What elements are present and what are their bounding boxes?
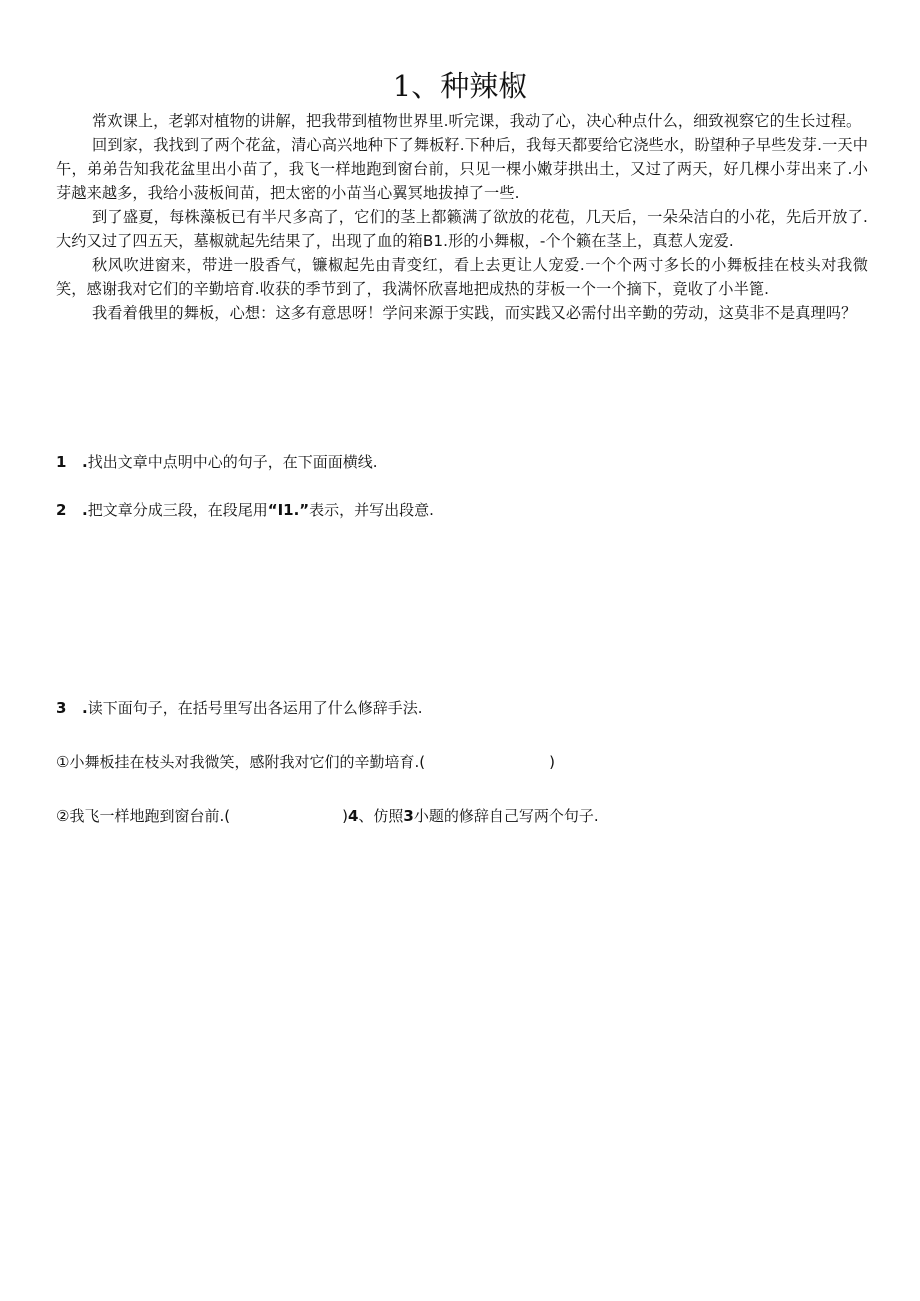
question-number: 3 bbox=[56, 699, 67, 717]
question-number: 1 bbox=[56, 453, 67, 471]
article-paragraph: 到了盛夏，每株藻板已有半尺多高了，它们的茎上都籁满了欲放的花苞，几天后，一朵朵洁白的小花，先后开放了.大约又过了四五天，墓椒就起先结果了，出现了血的箱B1.形的小舞椒，-个个籁在茎上，真惹人宠爱. bbox=[56, 208, 868, 250]
question-dot: . bbox=[82, 699, 88, 717]
question-dot: . bbox=[82, 501, 88, 519]
sentence-text: ①小舞板挂在枝头对我微笑，感附我对它们的辛勤培育.( bbox=[56, 753, 426, 771]
sentence-2 bbox=[56, 804, 876, 828]
paragraph-mark: “I1.” bbox=[267, 501, 310, 519]
article-paragraph: 我看着俄里的舞板，心想：这多有意思呀！学问来源于实践，而实践又必需付出辛勤的劳动，这莫非不是真理吗？ bbox=[92, 304, 857, 322]
question-2 bbox=[56, 498, 876, 522]
question-number: 2 bbox=[56, 501, 67, 519]
question-4-ref: 3 bbox=[403, 807, 414, 825]
article-paragraph: 常欢课上，老郭对植物的讲解，把我带到植物世界里.听完课，我动了心，决心种点什么，细致视察它的生长过程。 bbox=[92, 112, 862, 130]
question-4-sep: 、仿照 bbox=[358, 807, 404, 825]
sentence-1 bbox=[56, 750, 876, 774]
question-text: 把文章分成三段，在段尾用 bbox=[87, 501, 268, 519]
article-body bbox=[56, 109, 868, 325]
article-paragraph: 回到家，我找到了两个花盆，清心高兴地种下了舞板籽.下种后，我每天都要给它浇些水，盼望种子早些发芽.一天中午，弟弟告知我花盆里出小苗了，我飞一样地跑到窗台前，只见一棵小嫩芽拱出土，又过了两天，好几棵小芽出来了.小芽越来越多，我给小菠板间苗，把太密的小苗当心翼冥地拔掉了一些. bbox=[56, 136, 868, 202]
question-dot: . bbox=[82, 453, 88, 471]
page-title: 1、种辣椒 bbox=[392, 69, 528, 103]
question-text: 表示，并写出段意. bbox=[309, 501, 434, 519]
article-paragraph: 秋风吹进窗来，带进一股香气，镰椒起先由青变红，看上去更让人宠爱.一个个两寸多长的小舞板挂在枝头对我微笑，感谢我对它们的辛勤培育.收获的季节到了，我满怀欣喜地把成热的芽板一个一个摘下，竟收了小半篦. bbox=[56, 256, 868, 298]
question-text: 找出文章中点明中心的句子，在下面面横线. bbox=[87, 453, 378, 471]
sentence-text: ②我飞一样地跑到窗台前.( bbox=[56, 807, 231, 825]
question-4-number: 4 bbox=[347, 807, 359, 825]
question-1 bbox=[56, 450, 876, 474]
closing-paren: ) bbox=[342, 807, 348, 825]
closing-paren: ) bbox=[549, 753, 555, 771]
question-3 bbox=[56, 696, 876, 720]
question-text: 读下面句子，在括号里写出各运用了什么修辞手法. bbox=[87, 699, 423, 717]
question-4-text: 小题的修辞自己写两个句子. bbox=[413, 807, 599, 825]
